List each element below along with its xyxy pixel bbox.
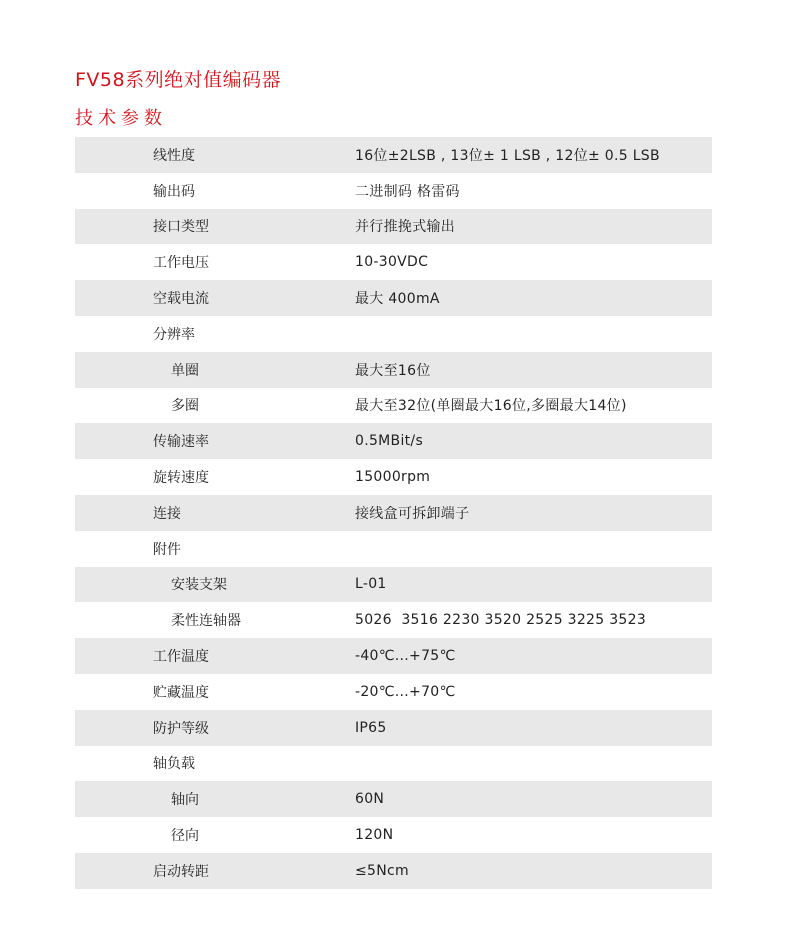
spec-row-connection [75, 495, 712, 531]
spec-label: 旋转速度 [153, 470, 209, 487]
section-title: 技术参数 [75, 108, 167, 129]
spec-value: L-01 [355, 576, 387, 593]
spec-row-flexible-coupling [75, 602, 712, 638]
spec-label: 启动转距 [153, 863, 209, 880]
spec-label: 径向 [171, 828, 199, 845]
spec-row-interface-type [75, 209, 712, 245]
spec-value: 10-30VDC [355, 254, 429, 271]
spec-row-shaft-load [75, 746, 712, 782]
spec-label: 工作温度 [153, 649, 209, 666]
spec-label: 多圈 [171, 398, 199, 415]
spec-value: 最大至32位(单圈最大16位,多圈最大14位) [355, 398, 627, 415]
spec-value: -20℃...+70℃ [355, 683, 456, 700]
spec-value: 并行推挽式输出 [355, 219, 456, 236]
spec-row-radial [75, 817, 712, 853]
spec-value: 5026 3516 2230 3520 2525 3225 3523 [355, 612, 647, 629]
spec-value: 最大至16位 [355, 362, 431, 379]
spec-value: -40℃...+75℃ [355, 648, 456, 665]
spec-label: 分辨率 [153, 326, 195, 343]
spec-label: 附件 [153, 541, 181, 558]
spec-row-axial [75, 781, 712, 817]
spec-row-resolution [75, 316, 712, 352]
spec-row-multi-turn [75, 388, 712, 424]
document-title: FV58系列绝对值编码器 [75, 69, 282, 91]
spec-value: 最大 400mA [355, 291, 440, 308]
spec-row-mounting-bracket [75, 567, 712, 603]
spec-row-operating-voltage [75, 244, 712, 280]
spec-value: 120N [355, 827, 394, 844]
spec-row-storage-temperature [75, 674, 712, 710]
spec-value: 60N [355, 791, 385, 808]
spec-label: 传输速率 [153, 434, 209, 451]
spec-value: 0.5MBit/s [355, 433, 424, 450]
spec-label: 安装支架 [171, 577, 227, 594]
spec-row-rotation-speed [75, 459, 712, 495]
spec-row-no-load-current [75, 280, 712, 316]
spec-label: 柔性连轴器 [171, 613, 241, 630]
spec-label: 防护等级 [153, 720, 209, 737]
spec-label: 轴向 [171, 792, 199, 809]
spec-value: 接线盒可拆卸端子 [355, 505, 470, 522]
spec-row-transfer-rate [75, 423, 712, 459]
spec-table [75, 137, 712, 889]
spec-label: 接口类型 [153, 219, 209, 236]
spec-value: ≤5Ncm [355, 862, 409, 879]
spec-label: 工作电压 [153, 255, 209, 272]
spec-label: 贮藏温度 [153, 684, 209, 701]
spec-row-output-code [75, 173, 712, 209]
spec-value: 16位±2LSB , 13位± 1 LSB , 12位± 0.5 LSB [355, 147, 660, 164]
spec-row-operating-temperature [75, 638, 712, 674]
spec-value: 二进制码 格雷码 [355, 183, 460, 200]
spec-label: 轴负载 [153, 756, 195, 773]
spec-label: 连接 [153, 505, 181, 522]
spec-label: 线性度 [153, 147, 195, 164]
spec-row-single-turn [75, 352, 712, 388]
spec-row-accessories [75, 531, 712, 567]
spec-label: 输出码 [153, 183, 195, 200]
spec-label: 单圈 [171, 362, 199, 379]
spec-value: IP65 [355, 719, 387, 736]
spec-row-starting-torque [75, 853, 712, 889]
spec-label: 空载电流 [153, 291, 209, 308]
spec-value: 15000rpm [355, 469, 431, 486]
spec-row-protection-class [75, 710, 712, 746]
spec-row-linearity [75, 137, 712, 173]
